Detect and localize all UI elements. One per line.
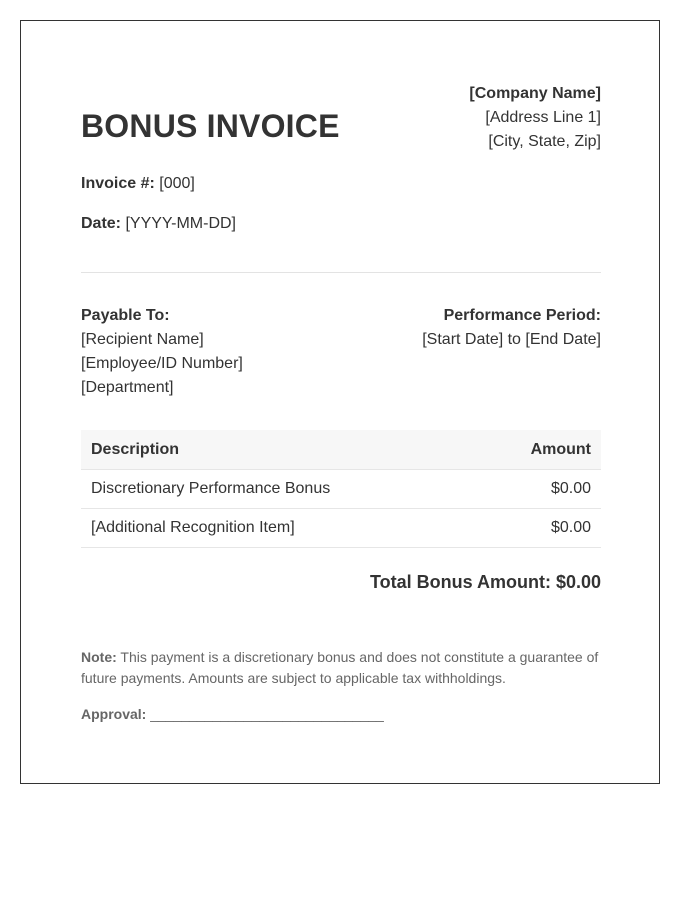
company-address: [Address Line 1]	[485, 109, 601, 126]
performance-period-value: [Start Date] to [End Date]	[422, 331, 601, 348]
row-description: Discretionary Performance Bonus	[81, 470, 478, 509]
employee-id: [Employee/ID Number]	[81, 355, 243, 372]
amount-column-header: Amount	[478, 430, 601, 470]
invoice-date-value: [YYYY-MM-DD]	[125, 215, 236, 232]
row-amount: $0.00	[478, 509, 601, 548]
approval-label: Approval:	[81, 706, 147, 722]
description-column-header: Description	[81, 430, 478, 470]
company-info	[469, 82, 601, 154]
table-row	[81, 509, 601, 548]
department: [Department]	[81, 379, 174, 396]
invoice-date-label: Date:	[81, 215, 122, 232]
table-header-row	[81, 430, 601, 470]
performance-period-block	[422, 304, 601, 352]
invoice-number-label: Invoice #:	[81, 175, 155, 192]
payable-to-block	[81, 304, 243, 400]
performance-period-heading: Performance Period:	[443, 307, 601, 324]
note-text: This payment is a discretionary bonus and does not constitute a guarantee of future payments. Amounts are subject to applicable tax withholdings.	[81, 649, 599, 686]
payment-note	[81, 647, 601, 689]
row-description: [Additional Recognition Item]	[81, 509, 478, 548]
invoice-page	[20, 20, 660, 784]
payable-to-heading: Payable To:	[81, 307, 170, 324]
note-label: Note:	[81, 649, 117, 665]
approval-line	[81, 704, 384, 725]
table-row	[81, 470, 601, 509]
row-amount: $0.00	[478, 470, 601, 509]
header-divider	[81, 272, 601, 273]
company-name: [Company Name]	[469, 85, 601, 102]
invoice-date	[81, 214, 236, 234]
line-items-table	[81, 430, 601, 548]
total-bonus-amount: Total Bonus Amount: $0.00	[369, 572, 601, 592]
approval-signature-line: ______________________________	[150, 706, 384, 722]
invoice-title: BONUS INVOICE	[81, 108, 340, 144]
invoice-number-value: [000]	[159, 175, 195, 192]
company-city-state-zip: [City, State, Zip]	[488, 133, 601, 150]
invoice-number	[81, 174, 195, 194]
recipient-name: [Recipient Name]	[81, 331, 204, 348]
